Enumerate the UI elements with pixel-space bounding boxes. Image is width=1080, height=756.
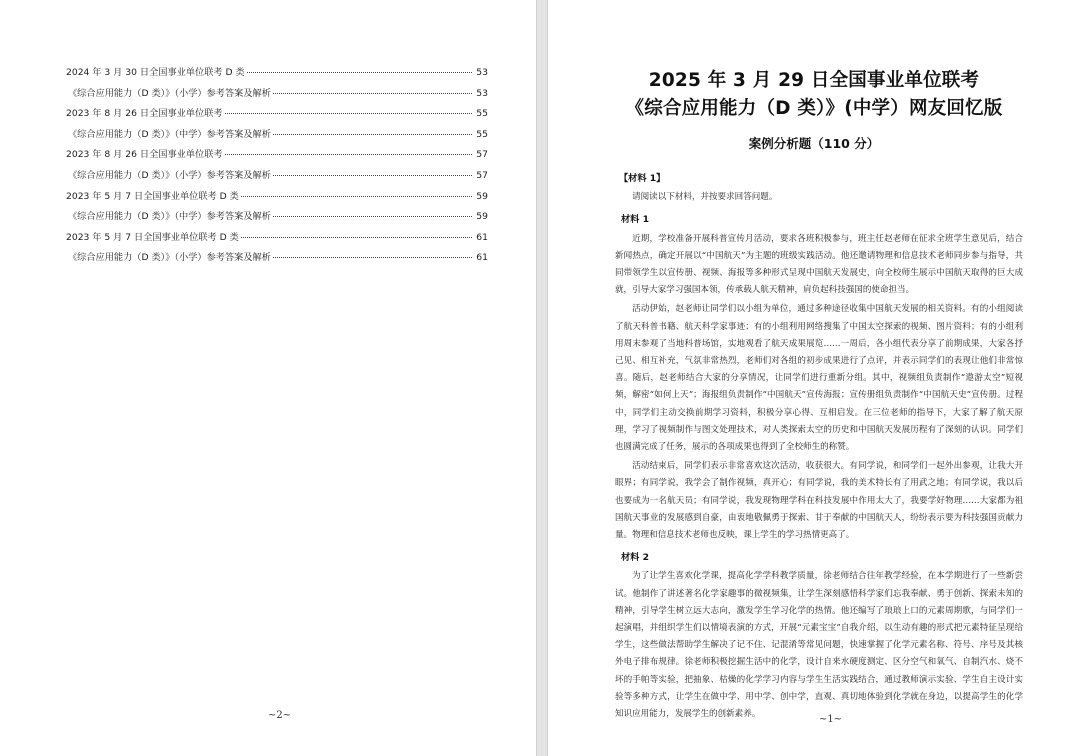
toc-entry-page: 61 bbox=[476, 252, 488, 264]
toc-entry[interactable] bbox=[66, 229, 488, 250]
toc-entry-page: 53 bbox=[476, 67, 488, 78]
left-page bbox=[0, 0, 536, 756]
document-title-line1: 2025 年 3 月 29 日全国事业单位联考 bbox=[648, 70, 980, 91]
right-page bbox=[548, 0, 1080, 756]
toc-entry-title: 《综合应用能力（D 类）》（中学）参考答案及解析 bbox=[68, 128, 271, 140]
table-of-contents bbox=[66, 64, 488, 270]
toc-entry-title: 2023 年 5 月 7 日全国事业单位联考 D 类 bbox=[66, 231, 239, 243]
toc-leader-dots bbox=[241, 196, 472, 197]
page-number-right: ~1~ bbox=[819, 714, 843, 725]
toc-leader-dots bbox=[273, 257, 472, 258]
material2-heading: 材料 2 bbox=[621, 552, 649, 564]
toc-entry-title: 《综合应用能力（D 类）》（小学）参考答案及解析 bbox=[68, 252, 271, 264]
toc-entry[interactable] bbox=[66, 85, 488, 106]
toc-entry[interactable] bbox=[66, 208, 488, 229]
section-heading: 案例分析题（110 分） bbox=[748, 136, 880, 151]
toc-entry-title: 《综合应用能力（D 类）》（小学）参考答案及解析 bbox=[68, 169, 271, 181]
material-bracket-heading: 【材料 1】 bbox=[619, 173, 666, 184]
toc-entry-page: 57 bbox=[476, 149, 488, 161]
material2-paragraph: 为了让学生喜欢化学课，提高化学学科教学质量，徐老师结合往年教学经验，在本学期进行了一些新尝试。他制作了讲述著名化学家趣事的微视频集，让学生深刻感悟科学家们忘我奉献、勇于创新、探索未知的精神，引导学生树立远大志向，激发学生学习化学的热情。他还编写了琅琅上口的元素周期歌，与同学们一起演唱，并组织学生们以情境表演的方式，开展“元素宝宝”自我介绍，以生动有趣的形式把元素特征呈现给学生，这些做法帮助学生解决了记不住、记混淆等常见问题，快速掌握了化学元素名称、符号、序号及其核外电子排布规律。徐老师积极挖掘生活中的化学，设计自来水硬度测定、区分空气和氧气、自制汽水、烧不坏的手帕等实验，把抽象、枯燥的化学学习内容与学生生活实践结合，通过教师演示实验、学生自主设计实验等多种方式，让学生在做中学、用中学、创中学，直观、真切地体验到化学就在身边，以提高学生的化学知识应用能力，发展学生的创新素养。 bbox=[615, 571, 1023, 720]
toc-entry-page: 53 bbox=[476, 87, 488, 99]
toc-entry[interactable] bbox=[66, 105, 488, 126]
toc-entry-title: 2023 年 8 月 26 日全国事业单位联考 bbox=[66, 108, 223, 120]
material1-paragraph: 活动伊始，赵老师让同学们以小组为单位，通过多种途径收集中国航天发展的相关资料。有的小组阅读了航天科普书籍、航天科学家事迹；有的小组利用网络搜集了中国太空探索的视频、图片资料；有的小组利用周末参观了当地科普场馆，实地观看了航天成果展览……一周后，各小组代表分享了前期成果，大家各抒己见、相互补充，气氛非常热烈，老师们对各组的初步成果进行了点评，并表示同学们的表现让他们非常惊喜。随后，赵老师结合大家的分享情况，让同学们进行重新分组。其中，视频组负责制作“遨游太空”短视频，解密“如何上天”；海报组负责制作“中国航天”宣传海报；宣传册组负责制作“中国航天史”宣传册。过程中，同学们主动交换前期学习资料，积极分享心得、互相启发。在三位老师的指导下，大家了解了航天原理，学习了视频制作与图文处理技术，对人类探索太空的历史和中国航天发展历程有了深刻的认识。同学们也圆满完成了任务，展示的各项成果也得到了全校师生的称赞。 bbox=[615, 304, 1023, 453]
toc-entry-title: 《综合应用能力（D 类）》（中学）参考答案及解析 bbox=[68, 211, 271, 223]
toc-entry-title: 2023 年 5 月 7 日全国事业单位联考 D 类 bbox=[66, 190, 239, 202]
material1-paragraph: 近期，学校准备开展科普宣传月活动，要求各班积极参与，班主任赵老师在征求全班学生意见后，结合新闻热点，确定开展以“中国航天”为主题的班级实践活动。他还邀请物理和信息技术老师同步参与指导，共同带领学生以宣传册、视频、海报等多种形式呈现中国航天发展史，向全校师生展示中国航天取得的巨大成就，引导大家学习强国本领，传承载人航天精神，肩负起科技强国的使命担当。 bbox=[615, 233, 1023, 296]
toc-leader-dots bbox=[273, 134, 472, 135]
toc-entry-page: 57 bbox=[476, 169, 488, 181]
toc-leader-dots bbox=[247, 72, 472, 73]
page-number-left: ~2~ bbox=[268, 710, 292, 721]
toc-entry[interactable] bbox=[66, 126, 488, 147]
material1-paragraph: 活动结束后，同学们表示非常喜欢这次活动，收获很大。有同学说，和同学们一起外出参观，让我大开眼界；有同学说，我学会了制作视频，真开心；有同学说，我的美术特长有了用武之地；有同学说，我以后也要成为一名航天员；有同学说，我发现物理学科在科技发展中作用太大了，我要学好物理……大家都为祖国航天事业的发展感到自豪，由衷地敬佩勇于探索、甘于奉献的中国航天人，纷纷表示要为科技强国贡献力量。物理和信息技术老师也反映，课上学生的学习热情更高了。 bbox=[615, 461, 1023, 541]
toc-entry[interactable] bbox=[66, 146, 488, 167]
toc-leader-dots bbox=[241, 237, 472, 238]
document-title-line2: 《综合应用能力（D 类）》(中学）网友回忆版 bbox=[625, 98, 1003, 119]
toc-entry-title: 2023 年 8 月 26 日全国事业单位联考 bbox=[66, 149, 223, 161]
toc-entry-title: 《综合应用能力（D 类）》（小学）参考答案及解析 bbox=[68, 87, 271, 99]
toc-entry[interactable] bbox=[66, 167, 488, 188]
toc-entry[interactable] bbox=[66, 188, 488, 209]
toc-leader-dots bbox=[273, 216, 472, 217]
toc-leader-dots bbox=[273, 175, 472, 176]
page-gutter bbox=[536, 0, 548, 756]
toc-leader-dots bbox=[273, 93, 472, 94]
toc-entry-title: 2024 年 3 月 30 日全国事业单位联考 D 类 bbox=[66, 67, 245, 78]
toc-entry-page: 59 bbox=[476, 211, 488, 223]
toc-entry-page: 59 bbox=[476, 190, 488, 202]
toc-leader-dots bbox=[225, 113, 472, 114]
toc-entry[interactable] bbox=[66, 64, 488, 85]
toc-leader-dots bbox=[225, 154, 472, 155]
instruction-text: 请阅读以下材料，并按要求回答问题。 bbox=[632, 192, 778, 203]
exam-body bbox=[615, 170, 1023, 723]
toc-entry-page: 55 bbox=[476, 128, 488, 140]
toc-entry-page: 55 bbox=[476, 108, 488, 120]
toc-entry-page: 61 bbox=[476, 231, 488, 243]
toc-entry[interactable] bbox=[66, 249, 488, 270]
material1-heading: 材料 1 bbox=[621, 214, 649, 226]
